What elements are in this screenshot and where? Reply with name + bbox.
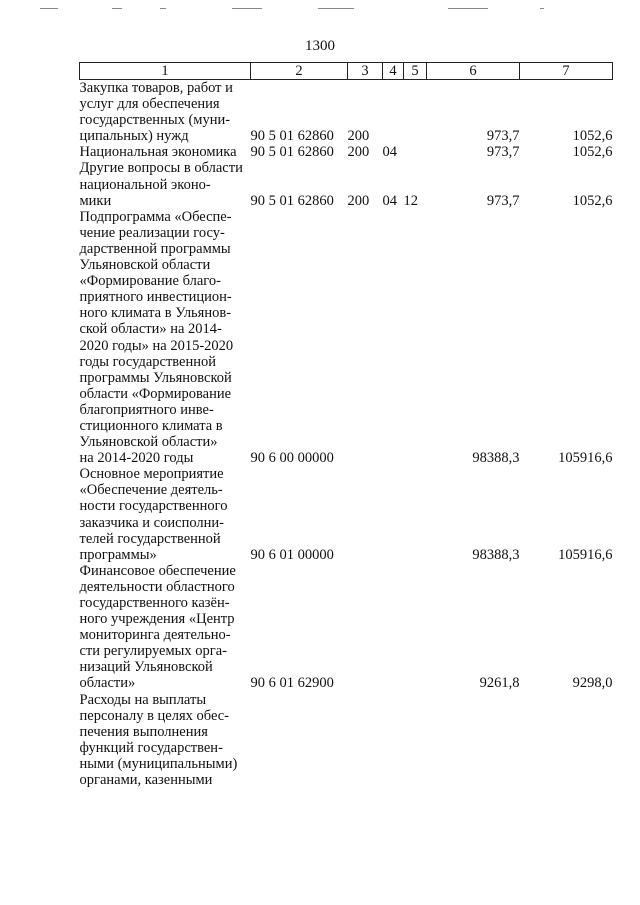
- row-subsection: 12: [403, 192, 418, 209]
- row-expense-type: [348, 692, 383, 789]
- table-row: [80, 563, 613, 692]
- row-section: [383, 80, 404, 145]
- row-name: Расходы на выплаты персоналу в целях обес- печения выполнения функций государствен- ными (муниципальными) органами, казенными: [79, 691, 238, 789]
- table-row: [80, 209, 613, 467]
- column-header-6: 6: [427, 63, 520, 80]
- row-amount-col6: 98388,3: [472, 450, 520, 467]
- row-code: 90 5 01 62860: [250, 144, 334, 161]
- column-header-7: 7: [520, 63, 613, 80]
- row-expense-type: 200: [347, 144, 370, 161]
- table-row: [80, 80, 613, 145]
- row-expense-type: 200: [347, 192, 370, 209]
- row-section: [383, 692, 404, 789]
- row-amount-col7: 9298,0: [572, 675, 613, 692]
- row-section: [383, 563, 404, 692]
- row-amount-col7: 1052,6: [572, 192, 613, 209]
- row-subsection: [404, 80, 427, 145]
- row-subsection: [404, 209, 427, 467]
- row-amount-col7: 1052,6: [572, 128, 613, 145]
- table-row: [80, 466, 613, 563]
- row-subsection: [404, 563, 427, 692]
- row-section: [383, 466, 404, 563]
- row-expense-type: [348, 466, 383, 563]
- row-expense-type: [348, 563, 383, 692]
- row-amount-col6: 973,7: [486, 128, 520, 145]
- row-section: 04: [382, 144, 397, 161]
- row-section: [383, 209, 404, 467]
- row-name: Финансовое обеспечение деятельности областного государственного казён- ного учреждения «Центр мониторинга деятельно- сти регулируемых орга- низаций Ульяновской области»: [79, 562, 236, 692]
- row-code: 90 5 01 62860: [250, 128, 334, 145]
- column-header-4: 4: [383, 63, 404, 80]
- table-row: [80, 692, 613, 789]
- row-amount-col6: 9261,8: [479, 675, 520, 692]
- scan-artifacts: [0, 0, 640, 14]
- table-row: [80, 144, 613, 160]
- column-header-2: 2: [251, 63, 348, 80]
- row-amount-col7: [520, 692, 613, 789]
- row-code: 90 6 01 00000: [250, 546, 334, 563]
- column-header-5: 5: [404, 63, 427, 80]
- row-expense-type: [348, 209, 383, 467]
- row-amount-col6: 973,7: [486, 192, 520, 209]
- row-code: [251, 692, 348, 789]
- row-name: Основное мероприятие «Обеспечение деятель- ности государственного заказчика и соисполни- телей государственной программы»: [79, 466, 228, 563]
- row-name: Закупка товаров, работ и услуг для обеспечения государственных (муни- ципальных) нужд: [79, 80, 233, 145]
- row-amount-col7: 105916,6: [558, 546, 613, 563]
- row-code: 90 6 01 62900: [250, 675, 334, 692]
- column-header-3: 3: [348, 63, 383, 80]
- row-name: Национальная экономика: [79, 144, 237, 161]
- row-amount-col6: 973,7: [486, 144, 520, 161]
- row-subsection: [404, 144, 427, 160]
- row-name: Подпрограмма «Обеспе- чение реализации госу- дарственной программы Ульяновской области «Формирование благо- приятного инвестицион- ного климата в Ульянов- ской области» на 2014- 2020 годы» на 2015-2020 годы государственной программы Ульяновской области «Формирование благоприятного инве- стиционного климата в Ульяновской области» на 2014-2020 годы: [79, 208, 234, 467]
- row-name: Другие вопросы в области национальной эконо- мики: [79, 160, 243, 209]
- row-expense-type: 200: [347, 128, 370, 145]
- row-code: 90 5 01 62860: [250, 192, 334, 209]
- row-section: 04: [382, 192, 397, 209]
- table-header: [80, 63, 613, 80]
- row-amount-col6: [427, 692, 520, 789]
- page-number: 1300: [305, 38, 335, 54]
- row-code: 90 6 00 00000: [250, 450, 334, 467]
- table-row: [80, 160, 613, 208]
- row-amount-col7: 1052,6: [572, 144, 613, 161]
- budget-table: [79, 62, 613, 788]
- row-amount-col6: 98388,3: [472, 546, 520, 563]
- column-header-1: 1: [80, 63, 251, 80]
- row-subsection: [404, 692, 427, 789]
- row-amount-col7: 105916,6: [558, 450, 613, 467]
- row-subsection: [404, 466, 427, 563]
